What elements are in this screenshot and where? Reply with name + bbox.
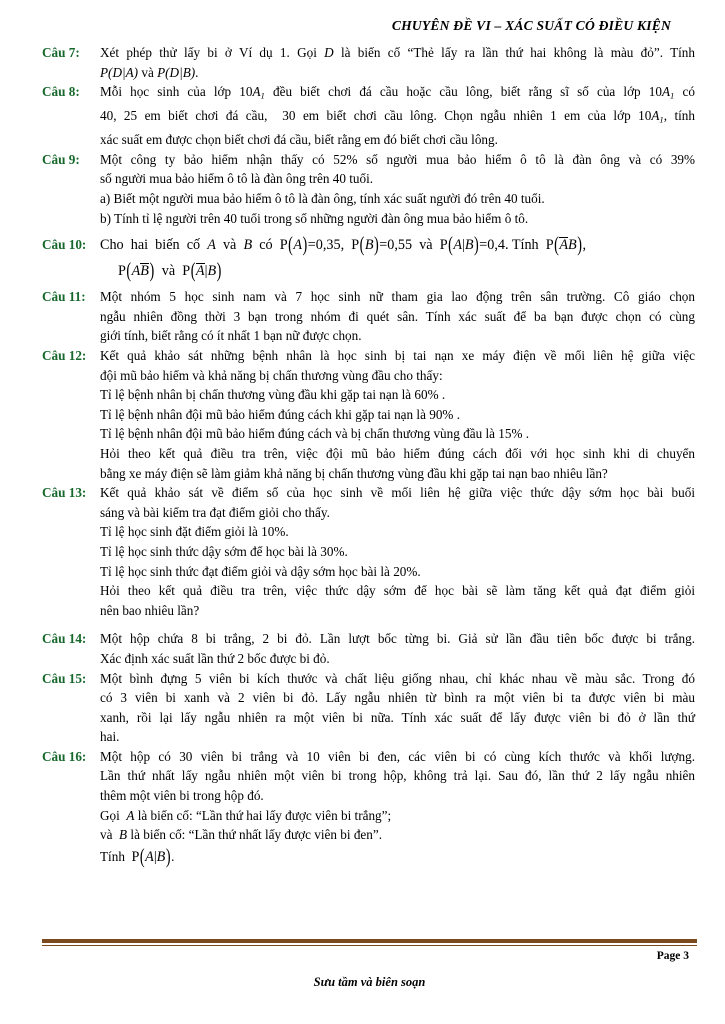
question-line: Tỉ lệ bệnh nhân bị chấn thương vùng đầu khi gặp tai nạn là 60% .: [100, 387, 446, 403]
question-line: có 3 viên bi xanh và 2 viên bi đỏ. Lấy ngẫu nhiên từ bình ra một viên bi ta được viên bi màu: [100, 690, 695, 706]
question-line: hai.: [100, 729, 120, 745]
value-p-a: 0,35: [315, 237, 341, 254]
question-line: Một bình đựng 5 viên bi kích thước và chất liệu giống nhau, chỉ khác nhau về màu sắc. Trong đó: [100, 670, 695, 686]
question-line: 40, 25 em biết chơi đá cầu, 30 em biết chơi cầu lông. Chọn ngẫu nhiên 1 em của lớp $10A_1$, tính: [100, 108, 695, 125]
question-line: a) Biết một người mua bảo hiểm ô tô là đàn ông, tính xác suất người đó trên 40 tuổi.: [100, 191, 545, 207]
question-line: Tỉ lệ học sinh thức đạt điểm giỏi và dậy sớm học bài là 20%.: [100, 563, 421, 579]
question-body: [100, 346, 697, 483]
question-line: đội mũ bảo hiểm và khả năng bị chấn thương vùng đầu cho thấy:: [100, 367, 443, 383]
question-line: sáng và bài kiểm tra đạt điểm giỏi cho thấy.: [100, 504, 330, 520]
question-line: Gọi A là biến cố: “Lần thứ hai lấy được viên bi trắng”;: [100, 807, 392, 823]
question-body: [100, 82, 697, 150]
question-label: Câu 14:: [42, 631, 87, 647]
question-line: Một công ty bảo hiểm nhận thấy có 52% số người mua bảo hiểm ô tô là đàn ông và có 39%: [100, 151, 695, 167]
question-item-cau-16: [42, 747, 697, 869]
question-item-cau-8: [42, 82, 697, 150]
question-item-cau-10: [42, 232, 697, 284]
question-label: Câu 15:: [42, 670, 87, 686]
footer-credit: Sưu tầm và biên soạn: [313, 975, 426, 989]
question-body: [100, 287, 697, 346]
page-footer: [42, 939, 697, 990]
question-line: ngẫu nhiên đồng thời 3 bạn trong nhóm đi quét sân. Tính xác suất để ba bạn được chọn có cùng: [100, 308, 695, 324]
question-line: Hỏi theo kết quả điều tra trên, việc thức dậy sớm để học bài sẽ làm tăng kết quả đạt điểm giỏi: [100, 583, 695, 599]
question-label: Câu 11:: [42, 289, 86, 305]
question-line: Lần thứ nhất lấy ngẫu nhiên một viên bi trong hộp, không trả lại. Sau đó, lần thứ 2 lấy ngẫu nhiên: [100, 768, 695, 784]
footer-rule-thin: [42, 945, 697, 946]
question-label: Câu 10:: [42, 237, 87, 253]
value-p-b: 0,55: [387, 237, 413, 254]
value-p-a-given-b: 0,4: [487, 237, 505, 254]
question-item-cau-15: [42, 669, 697, 747]
question-body: [100, 150, 697, 228]
question-item-cau-12: [42, 346, 697, 483]
question-body: [100, 232, 697, 284]
question-line: Một hộp chứa 8 bi trắng, 2 bi đỏ. Lần lượt bốc từng bi. Giả sử lần đầu tiên bốc được bi trắng.: [100, 631, 695, 647]
page-title: CHUYÊN ĐỀ VI – XÁC SUẤT CÓ ĐIỀU KIỆN: [391, 18, 671, 33]
question-line: Xác định xác suất lần thứ 2 bốc được bi đỏ.: [100, 650, 330, 666]
question-item-cau-14: [42, 629, 697, 668]
question-label: Câu 7:: [42, 45, 80, 60]
question-label: Câu 12:: [42, 348, 87, 363]
question-line: Kết quả khảo sát về điểm số của học sinh về mối liên hệ giữa việc thức dậy sớm học bài buổi: [100, 485, 695, 501]
question-item-cau-11: [42, 287, 697, 346]
question-line: Tỉ lệ học sinh đặt điểm giỏi là 10%.: [100, 524, 289, 540]
question-line: Kết quả khảo sát những bệnh nhân là học sinh bị tai nạn xe máy điện về mối liên hệ giữa việc: [100, 348, 695, 363]
question-line: bằng xe máy điện sẽ làm giảm khả năng bị chấn thương vùng đầu khi gặp tai nạn bao nhiêu lần?: [100, 465, 608, 481]
question-list: [42, 43, 697, 869]
page-number: Page 3: [656, 950, 689, 962]
question-line: nên bao nhiêu lần?: [100, 602, 200, 618]
question-item-cau-9: [42, 150, 697, 228]
question-body: [100, 747, 697, 869]
question-line: xác suất em được chọn biết chơi đá cầu, biết rằng em đó biết chơi cầu lông.: [100, 132, 498, 148]
question-body: [100, 629, 697, 668]
question-label: Câu 16:: [42, 748, 87, 764]
question-item-cau-13: [42, 483, 697, 620]
question-body: [100, 669, 697, 747]
question-line-formula: P(D|A) và P(D|B).: [100, 64, 199, 80]
question-label: Câu 13:: [42, 485, 87, 501]
question-item-cau-7: [42, 43, 697, 82]
question-body: [100, 43, 697, 82]
footer-rule-thick: [42, 939, 697, 943]
question-line: thêm một viên bi trong hộp đó.: [100, 788, 264, 804]
question-line-formula: Cho hai biến cố A và B có P(A)=0,35, P(B)=0,55 và P(A|B)=0,4. Tính P(AB),: [100, 233, 586, 257]
question-body: [100, 483, 697, 620]
question-line: giới tính, biết rằng có ít nhất 1 bạn nữ được chọn.: [100, 328, 362, 344]
question-line: Xét phép thử lấy bi ở Ví dụ 1. Gọi D là biến cố “Thẻ lấy ra lần thứ hai không là màu đỏ”. Tính: [100, 45, 695, 60]
question-line-formula: Tính P(A|B).: [100, 845, 175, 869]
question-line: và B là biến cố: “Lần thứ nhất lấy được viên bi đen”.: [100, 827, 383, 843]
question-line: Tỉ lệ học sinh thức dậy sớm để học bài là 30%.: [100, 543, 348, 559]
question-line: xanh, rồi lại lấy ngẫu nhiên ra một viên bi nữa. Tính xác suất để lấy được viên bi đỏ ở lần thứ: [100, 709, 695, 725]
question-label: Câu 9:: [42, 151, 80, 167]
question-line: b) Tính tỉ lệ người trên 40 tuổi trong số những người đàn ông mua bảo hiểm ô tô.: [100, 210, 529, 226]
question-line: Hỏi theo kết quả điều tra trên, việc đội mũ bảo hiểm đúng cách đối với học sinh khi di chuyển: [100, 445, 695, 461]
question-line: Tỉ lệ bệnh nhân đội mũ bảo hiểm đúng cách và bị chấn thương vùng đầu là 15% .: [100, 426, 530, 442]
question-label: Câu 8:: [42, 84, 80, 100]
question-line: Một hộp có 30 viên bi trắng và 10 viên bi đen, các viên bi có cùng kích thước và khối lượng.: [100, 748, 695, 764]
question-line: Mỗi học sinh của lớp $10A_1$ đều biết chơi đá cầu hoặc cầu lông, biết rằng sĩ số của lớp $10A_1$ có: [100, 84, 695, 101]
question-line: số người mua bảo hiểm ô tô là đàn ông trên 40 tuổi.: [100, 171, 374, 187]
question-line: Một nhóm 5 học sinh nam và 7 học sinh nữ tham gia lao động trên sân trường. Cô giáo chọn: [100, 289, 695, 305]
question-line: Tỉ lệ bệnh nhân đội mũ bảo hiểm đúng cách khi gặp tai nạn là 90% .: [100, 406, 460, 422]
question-line-formula: P(AB) và P(A|B): [118, 259, 222, 283]
